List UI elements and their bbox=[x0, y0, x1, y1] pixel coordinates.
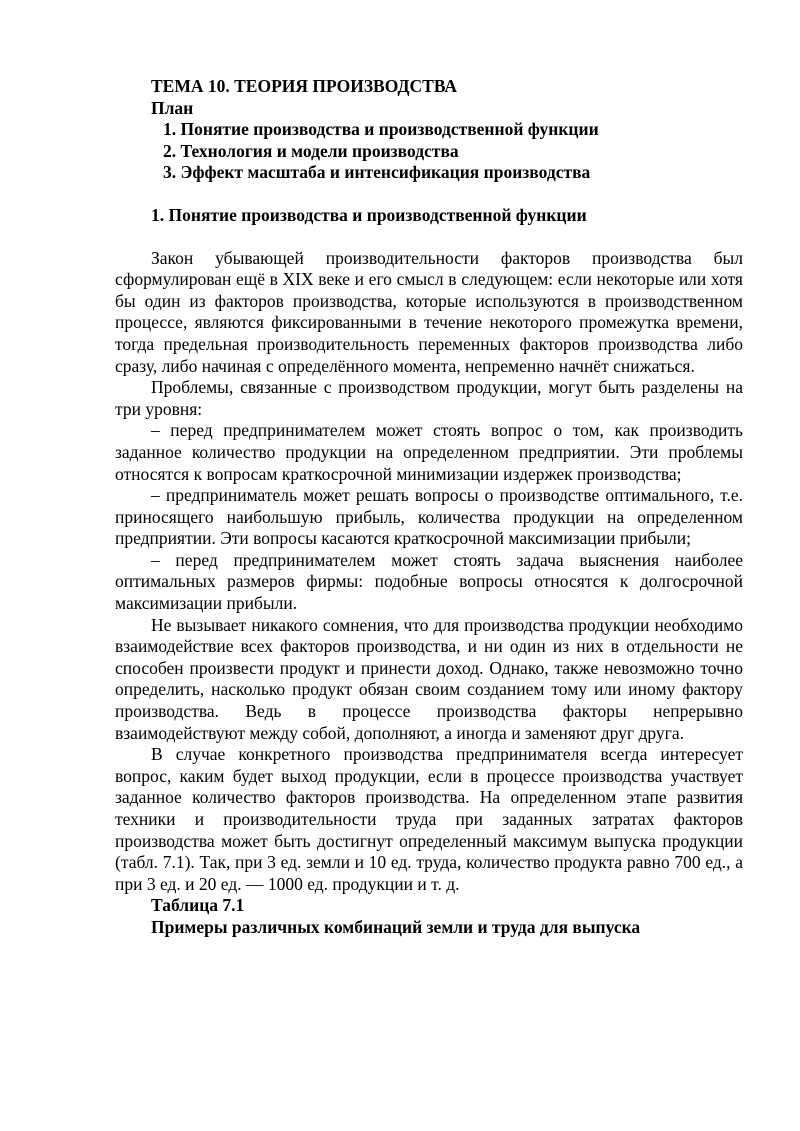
plan-item: 3. Эффект масштаба и интенсификация производства bbox=[163, 162, 591, 183]
paragraph: Закон убывающей производительности факторов производства был сформулирован ещё в XIX веке и его смысл в следующем: если некоторые или хотя бы один из факторов производства, которые используются в производственном процессе, являются фиксированными в течение некоторого промежутка времени, тогда предельная производительность переменных факторов производства либо сразу, либо начиная с определённого момента, непременно начнёт снижаться. bbox=[115, 247, 743, 376]
section-heading: 1. Понятие производства и производственной функции bbox=[151, 204, 587, 225]
plan-item: 1. Понятие производства и производственной функции bbox=[163, 119, 599, 140]
document-title: ТЕМА 10. ТЕОРИЯ ПРОИЗВОДСТВА bbox=[151, 76, 458, 96]
table-title: Примеры различных комбинаций земли и труда для выпуска bbox=[151, 916, 641, 937]
paragraph: Не вызывает никакого сомнения, что для производства продукции необходимо взаимодействие всех факторов производства, и ни один из них в отдельности не способен произвести продукт и принести доход. Однако, также невозможно точно определить, насколько продукт обязан своим созданием тому или иному фактору производства. Ведь в процессе производства факторы непрерывно взаимодействуют между собой, дополняют, а иногда и заменяют друг друга. bbox=[115, 614, 743, 743]
list-item-paragraph: – предприниматель может решать вопросы о производстве оптимального, т.е. приносящего наибольшую прибыль, количества продукции на определенном предприятии. Эти вопросы касаются краткосрочной максимизации прибыли; bbox=[115, 485, 743, 549]
document-page bbox=[115, 76, 743, 939]
plan-list bbox=[115, 119, 743, 184]
list-item-paragraph: – перед предпринимателем может стоять вопрос о том, как производить заданное количество продукции на определенном предприятии. Эти проблемы относятся к вопросам краткосрочной минимизации издержек производства; bbox=[115, 420, 743, 484]
paragraph: Проблемы, связанные с производством продукции, могут быть разделены на три уровня: bbox=[115, 377, 743, 419]
table-caption: Таблица 7.1 bbox=[151, 895, 245, 916]
plan-heading: План bbox=[151, 97, 194, 118]
paragraph: В случае конкретного производства предпринимателя всегда интересует вопрос, каким будет выход продукции, если в процессе производства участвует заданное количество факторов производства. На определенном этапе развития техники и производительности труда при заданных затратах факторов производства может быть достигнут определенный максимум выпуска продукции (табл. 7.1). Так, при 3 ед. земли и 10 ед. труда, количество продукта равно 700 ед., а при 3 ед. и 20 ед. — 1000 ед. продукции и т. д. bbox=[115, 744, 743, 894]
list-item-paragraph: – перед предпринимателем может стоять задача выяснения наиболее оптимальных размеров фирмы: подобные вопросы относятся к долгосрочной максимизации прибыли. bbox=[115, 549, 743, 614]
plan-item: 2. Технология и модели производства bbox=[163, 140, 459, 161]
